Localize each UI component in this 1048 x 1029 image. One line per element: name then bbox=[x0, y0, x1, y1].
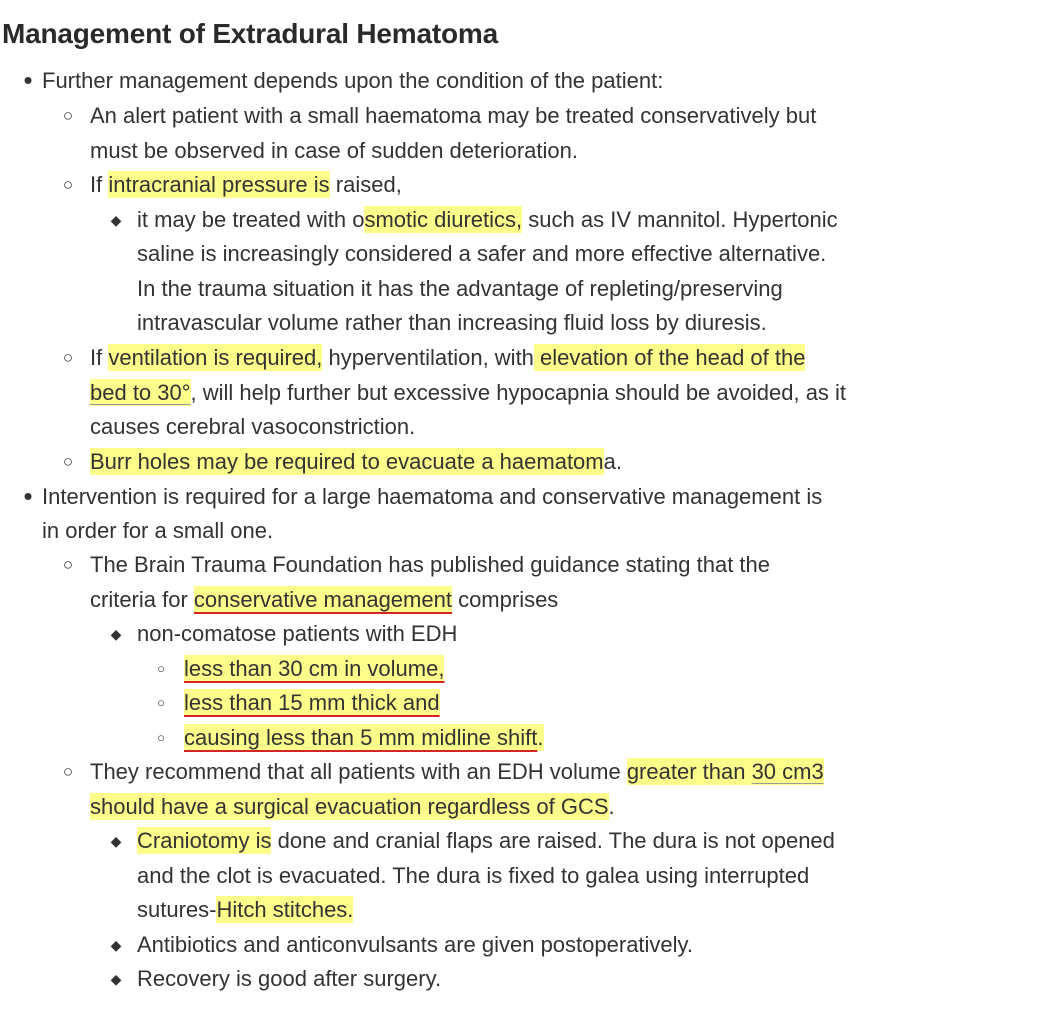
text-span: If bbox=[90, 345, 109, 370]
highlight-hitch-stitches: Hitch stitches. bbox=[216, 897, 354, 922]
highlight-volume: less than 30 cm in volume, bbox=[184, 656, 445, 681]
sub-ventilation-line2 bbox=[90, 376, 846, 410]
small-hollow-circle-bullet-icon: ○ bbox=[157, 661, 165, 676]
text-span: sutures- bbox=[137, 897, 217, 922]
craniotomy-line1 bbox=[137, 824, 835, 858]
sub-btf-line1: The Brain Trauma Foundation has published guidance stating that the bbox=[90, 552, 771, 577]
highlight-30cm3: 30 cm3 bbox=[751, 759, 824, 784]
highlight-bed-30: bed to 30° bbox=[90, 380, 191, 405]
small-hollow-circle-bullet-icon: ○ bbox=[157, 695, 165, 710]
text-span: a. bbox=[603, 449, 622, 474]
text-span: such as IV mannitol. Hypertonic bbox=[522, 207, 838, 232]
osmotic-line3: In the trauma situation it has the advantage of repleting/preserving bbox=[137, 276, 783, 301]
sub-burr-holes bbox=[90, 445, 622, 479]
bullet-intervention-line1: Intervention is required for a large haematoma and conservative management is bbox=[42, 484, 823, 509]
osmotic-line2: saline is increasingly considered a safer and more effective alternative. bbox=[137, 241, 827, 266]
highlight-osmotic: smotic diuretics, bbox=[364, 207, 523, 232]
hollow-circle-bullet-icon: ○ bbox=[62, 175, 74, 194]
highlight-ventilation: ventilation is required, bbox=[108, 345, 323, 370]
criteria-midline-shift bbox=[184, 721, 544, 755]
hollow-circle-bullet-icon: ○ bbox=[62, 106, 74, 125]
sub-icp-raised bbox=[90, 168, 402, 202]
highlight-midline-shift: causing less than 5 mm midline shift bbox=[184, 725, 538, 750]
highlight-burr-holes: Burr holes may be required to evacuate a haematom bbox=[90, 449, 604, 474]
highlight-elevation: elevation of the head of the bbox=[533, 345, 806, 370]
hollow-circle-bullet-icon: ○ bbox=[62, 452, 74, 471]
diamond-bullet-icon: ◆ bbox=[110, 833, 122, 849]
highlight-conservative-management: conservative management bbox=[193, 587, 452, 612]
text-span: If bbox=[90, 172, 109, 197]
highlight-icp: intracranial pressure is bbox=[108, 172, 330, 197]
diamond-bullet-icon: ◆ bbox=[110, 626, 122, 642]
page-title: Management of Extradural Hematoma bbox=[2, 18, 498, 49]
antibiotics-item: Antibiotics and anticonvulsants are given postoperatively. bbox=[137, 932, 694, 957]
non-comatose-item: non-comatose patients with EDH bbox=[137, 621, 458, 646]
sub-ventilation-line1 bbox=[90, 341, 805, 375]
bullet-intervention-line2: in order for a small one. bbox=[42, 518, 274, 543]
highlight-craniotomy: Craniotomy is bbox=[137, 828, 272, 853]
recovery-item: Recovery is good after surgery. bbox=[137, 966, 442, 991]
text-span: criteria for bbox=[90, 587, 194, 612]
sub-recommend-line1 bbox=[90, 755, 824, 789]
diamond-bullet-icon: ◆ bbox=[110, 971, 122, 987]
text-span: . bbox=[608, 794, 615, 819]
hollow-circle-bullet-icon: ○ bbox=[62, 555, 74, 574]
sub-recommend-line2 bbox=[90, 790, 615, 824]
filled-circle-bullet-icon: • bbox=[23, 65, 33, 95]
diamond-bullet-icon: ◆ bbox=[110, 937, 122, 953]
sub-alert-patient-line2: must be observed in case of sudden deterioration. bbox=[90, 138, 578, 163]
text-span: comprises bbox=[451, 587, 559, 612]
text-span: done and cranial flaps are raised. The dura is not opened bbox=[271, 828, 835, 853]
craniotomy-line2: and the clot is evacuated. The dura is fixed to galea using interrupted bbox=[137, 863, 810, 888]
hollow-circle-bullet-icon: ○ bbox=[62, 348, 74, 367]
sub-ventilation-line3: causes cerebral vasoconstriction. bbox=[90, 414, 416, 439]
hollow-circle-bullet-icon: ○ bbox=[62, 762, 74, 781]
sub-alert-patient-line1: An alert patient with a small haematoma may be treated conservatively but bbox=[90, 103, 817, 128]
text-span: , will help further but excessive hypocapnia should be avoided, as it bbox=[190, 380, 847, 405]
criteria-thickness bbox=[184, 686, 440, 720]
text-span: it may be treated with o bbox=[137, 207, 365, 232]
highlight-thickness: less than 15 mm thick and bbox=[184, 690, 440, 715]
highlight-greater-than: greater than bbox=[626, 759, 752, 784]
osmotic-line1 bbox=[137, 203, 838, 237]
text-span: . bbox=[537, 725, 544, 750]
diamond-bullet-icon: ◆ bbox=[110, 212, 122, 228]
sub-btf-line2 bbox=[90, 583, 558, 617]
text-span: raised, bbox=[329, 172, 402, 197]
osmotic-line4: intravascular volume rather than increasing fluid loss by diuresis. bbox=[137, 310, 767, 335]
text-span: hyperventilation, with bbox=[322, 345, 534, 370]
craniotomy-line3 bbox=[137, 893, 353, 927]
bullet-management-condition: Further management depends upon the condition of the patient: bbox=[42, 68, 664, 93]
highlight-surgical-evacuation: should have a surgical evacuation regardless of GCS bbox=[90, 794, 609, 819]
filled-circle-bullet-icon: • bbox=[23, 481, 33, 511]
text-span: They recommend that all patients with an EDH volume bbox=[90, 759, 627, 784]
criteria-volume bbox=[184, 652, 444, 686]
small-hollow-circle-bullet-icon: ○ bbox=[157, 730, 165, 745]
